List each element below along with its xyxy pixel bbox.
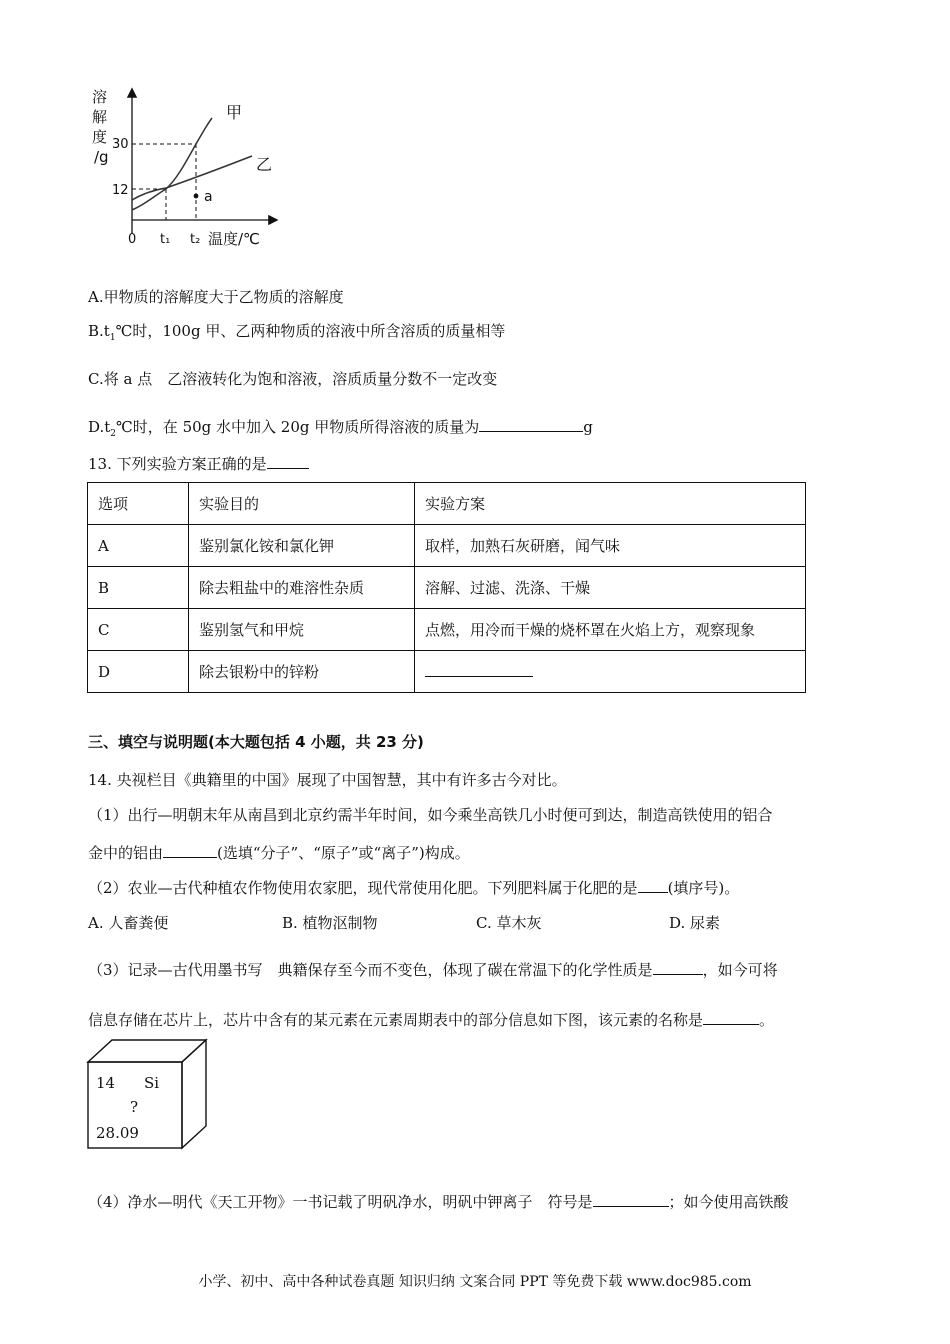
- q12-option-d: [88, 416, 593, 439]
- series-jia-curve: [132, 118, 212, 210]
- q14-p1-line1: （1）出行—明朝末年从南昌到北京约需半年时间，如今乘坐高铁几小时便可到达，制造高铁使用的铝合: [88, 806, 773, 824]
- q12-option-b: [88, 320, 505, 343]
- q14-p3-blank1[interactable]: [653, 960, 703, 975]
- q14-p3-line2-pre: 信息存储在芯片上，芯片中含有的某元素在元素周期表中的部分信息如下图，该元素的名称是: [88, 1011, 704, 1029]
- q14-intro: 14. 央视栏目《典籍里的中国》展现了中国智慧，其中有许多古今对比。: [88, 771, 567, 789]
- q12-option-c: C.将 a 点 乙溶液转化为饱和溶液，溶质质量分数不一定改变: [88, 370, 498, 388]
- table-cell-answer[interactable]: [415, 651, 806, 693]
- element-symbol: Si: [144, 1074, 160, 1092]
- table-cell: 点燃，用冷而干燥的烧杯罩在火焰上方，观察现象: [415, 609, 806, 651]
- q14-p2-post: (填序号)。: [667, 879, 740, 897]
- q14-p2: [88, 877, 739, 898]
- q14-p3-pre: （3）记录—古代用墨书写 典籍保存至今而不变色，体现了碳在常温下的化学性质是: [88, 961, 653, 979]
- series-yi-curve: [132, 156, 252, 200]
- q14-p2-blank[interactable]: [638, 878, 668, 893]
- y-tick-12: 12: [112, 183, 129, 198]
- origin-label: 0: [128, 232, 137, 247]
- table-cell: 溶解、过滤、洗涤、干燥: [415, 567, 806, 609]
- q14-p3-line1: [88, 959, 778, 980]
- table-cell: 鉴别氢气和甲烷: [189, 609, 415, 651]
- q13-title-text: 13. 下列实验方案正确的是: [88, 455, 267, 473]
- q14-option-c: C. 草木灰: [476, 914, 542, 932]
- q12-option-a: A.甲物质的溶解度大于乙物质的溶解度: [88, 288, 344, 306]
- table-cell: B: [88, 567, 189, 609]
- q14-p3-post: ，如今可将: [702, 961, 778, 979]
- q14-p3-line2-post: 。: [759, 1011, 775, 1029]
- q14-option-a: A. 人畜粪便: [88, 914, 169, 932]
- table-header-cell: 实验目的: [189, 483, 415, 525]
- table-cell: C: [88, 609, 189, 651]
- element-cube: [86, 1038, 208, 1150]
- series-yi-label: 乙: [256, 155, 273, 174]
- table-cell: D: [88, 651, 189, 693]
- table-cell: 取样，加熟石灰研磨，闻气味: [415, 525, 806, 567]
- y-label-1: 溶: [92, 88, 108, 106]
- table-row: [88, 609, 806, 651]
- q14-p1-line2: [88, 842, 470, 863]
- x-label: 温度/℃: [208, 230, 260, 248]
- cube-side: [182, 1040, 206, 1148]
- q13-blank[interactable]: [267, 454, 309, 469]
- q14-option-d: D. 尿素: [669, 914, 721, 932]
- y-tick-30: 30: [112, 137, 129, 152]
- q13-d-blank[interactable]: [425, 662, 533, 677]
- table-header-cell: 实验方案: [415, 483, 806, 525]
- cube-top: [88, 1040, 206, 1062]
- q12-d-post: ℃时，在 50g 水中加入 20g 甲物质所得溶液的质量为: [116, 418, 480, 436]
- q14-p4: [88, 1191, 789, 1212]
- q14-p3-line2: [88, 1009, 774, 1030]
- q14-option-b: B. 植物沤制物: [282, 914, 378, 932]
- q14-p1-blank[interactable]: [163, 843, 217, 858]
- element-number: 14: [96, 1074, 116, 1092]
- series-jia-label: 甲: [226, 103, 243, 122]
- q12-b-sub: 1: [109, 333, 116, 343]
- q14-p2-pre: （2）农业—古代种植农作物使用农家肥，现代常使用化肥。下列肥料属于化肥的是: [88, 879, 638, 897]
- y-label-4: /g: [94, 148, 109, 166]
- q12-d-sub: 2: [110, 429, 117, 439]
- table-cell: A: [88, 525, 189, 567]
- table-row: [88, 567, 806, 609]
- section-title: 三、填空与说明题(本大题包括 4 小题，共 23 分): [88, 733, 424, 751]
- table-cell: 鉴别氯化铵和氯化钾: [189, 525, 415, 567]
- table-cell: 除去银粉中的锌粉: [189, 651, 415, 693]
- y-label-3: 度: [92, 128, 108, 146]
- q12-b-pre: B.t: [88, 322, 110, 340]
- q12-b-post: ℃时，100g 甲、乙两种物质的溶液中所含溶质的质量相等: [115, 322, 506, 340]
- table-header-row: [88, 483, 806, 525]
- element-name: ?: [130, 1098, 139, 1116]
- x-tick-t1: t₁: [160, 232, 171, 247]
- y-label-2: 解: [92, 108, 108, 126]
- solubility-chart: [86, 82, 286, 252]
- q12-d-pre: D.t: [88, 418, 111, 436]
- q12-d-blank[interactable]: [479, 417, 583, 432]
- q14-p3-blank2[interactable]: [703, 1010, 759, 1025]
- table-row: [88, 651, 806, 693]
- q14-p4-post: ；如今使用高铁酸: [668, 1193, 789, 1211]
- page-footer: 小学、初中、高中各种试卷真题 知识归纳 文案合同 PPT 等免费下载 www.doc985.com: [198, 1274, 752, 1290]
- q14-p1-pre: 金中的铝由: [88, 844, 164, 862]
- table-header-cell: 选项: [88, 483, 189, 525]
- q12-d-unit: g: [583, 418, 593, 436]
- point-a: [194, 194, 199, 199]
- x-tick-t2: t₂: [190, 232, 201, 247]
- q14-p4-blank[interactable]: [593, 1192, 669, 1207]
- table-cell: 除去粗盐中的难溶性杂质: [189, 567, 415, 609]
- q14-p4-pre: （4）净水—明代《天工开物》一书记载了明矾净水，明矾中钾离子 符号是: [88, 1193, 593, 1211]
- element-mass: 28.09: [96, 1124, 139, 1142]
- q13-title: [88, 453, 309, 474]
- point-a-label: a: [204, 189, 213, 205]
- q13-table: [87, 482, 806, 693]
- table-row: [88, 525, 806, 567]
- q14-p1-post: (选填“分子”、“原子”或“离子”)构成。: [217, 844, 470, 862]
